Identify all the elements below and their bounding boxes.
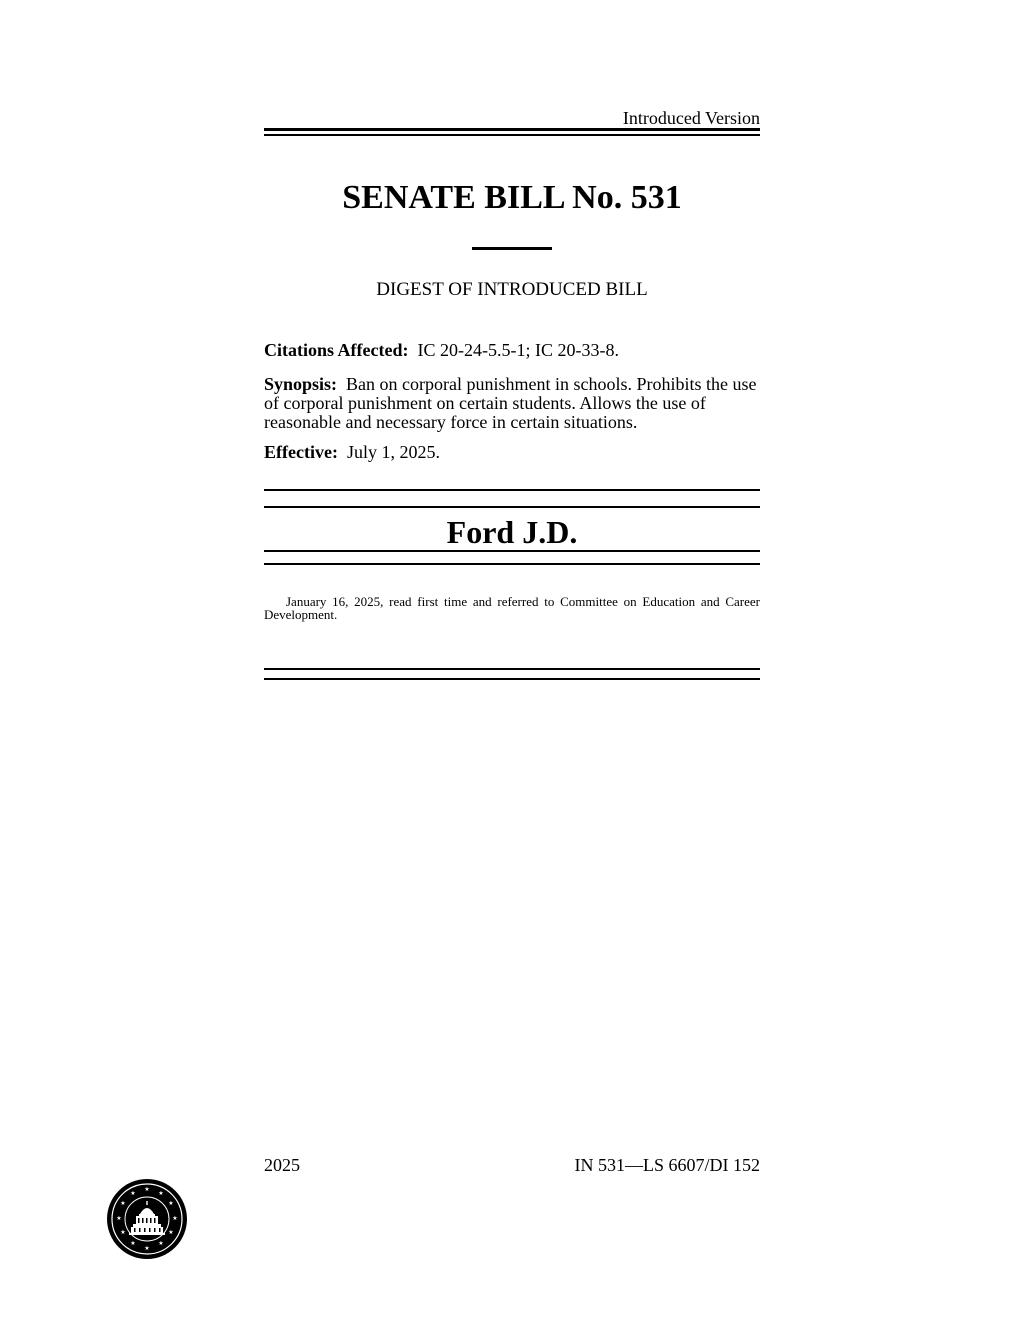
footer-bill-id: IN 531—LS 6607/DI 152 — [574, 1155, 760, 1175]
effective-field — [264, 443, 760, 462]
svg-text:★: ★ — [158, 1240, 164, 1247]
svg-text:★: ★ — [158, 1190, 164, 1197]
svg-text:★: ★ — [144, 1245, 150, 1252]
svg-text:★: ★ — [116, 1215, 122, 1222]
citations-label: Citations Affected: — [264, 340, 409, 360]
synopsis-field — [264, 375, 760, 432]
header-rule-bottom — [264, 134, 760, 136]
sponsor-rule-3 — [264, 550, 760, 552]
version-label: Introduced Version — [622, 108, 760, 128]
sponsor-rule-2 — [264, 506, 760, 508]
footer-year: 2025 — [264, 1155, 300, 1175]
svg-text:★: ★ — [172, 1215, 178, 1222]
sponsor-rule-1 — [264, 489, 760, 491]
svg-text:★: ★ — [168, 1229, 174, 1236]
synopsis-value: Ban on corporal punishment in schools. Prohibits the use of corporal punishment on certain students. Allows the use of reasonable and necessary force in certain situations. — [264, 374, 757, 432]
effective-value: July 1, 2025. — [346, 442, 440, 462]
sponsor-name: Ford J.D. — [446, 514, 578, 550]
header-rule-top — [264, 128, 760, 131]
svg-text:★: ★ — [130, 1190, 136, 1197]
title-underline — [472, 247, 552, 250]
citations-field — [264, 341, 760, 360]
referral-note: January 16, 2025, read first time and referred to Committee on Education and Career Development. — [264, 594, 760, 622]
digest-heading: DIGEST OF INTRODUCED BILL — [376, 279, 648, 300]
svg-text:★: ★ — [144, 1186, 150, 1193]
svg-text:★: ★ — [168, 1200, 174, 1207]
bill-title: SENATE BILL No. 531 — [342, 179, 682, 216]
svg-text:★: ★ — [120, 1200, 126, 1207]
svg-text:★: ★ — [120, 1229, 126, 1236]
effective-label: Effective: — [264, 442, 338, 462]
synopsis-label: Synopsis: — [264, 374, 338, 394]
sponsor-rule-4 — [264, 563, 760, 565]
state-seal-icon — [106, 1178, 188, 1260]
citations-value: IC 20-24-5.5-1; IC 20-33-8. — [417, 340, 619, 360]
referral-rule-1 — [264, 668, 760, 670]
referral-rule-2 — [264, 678, 760, 680]
svg-text:★: ★ — [130, 1240, 136, 1247]
